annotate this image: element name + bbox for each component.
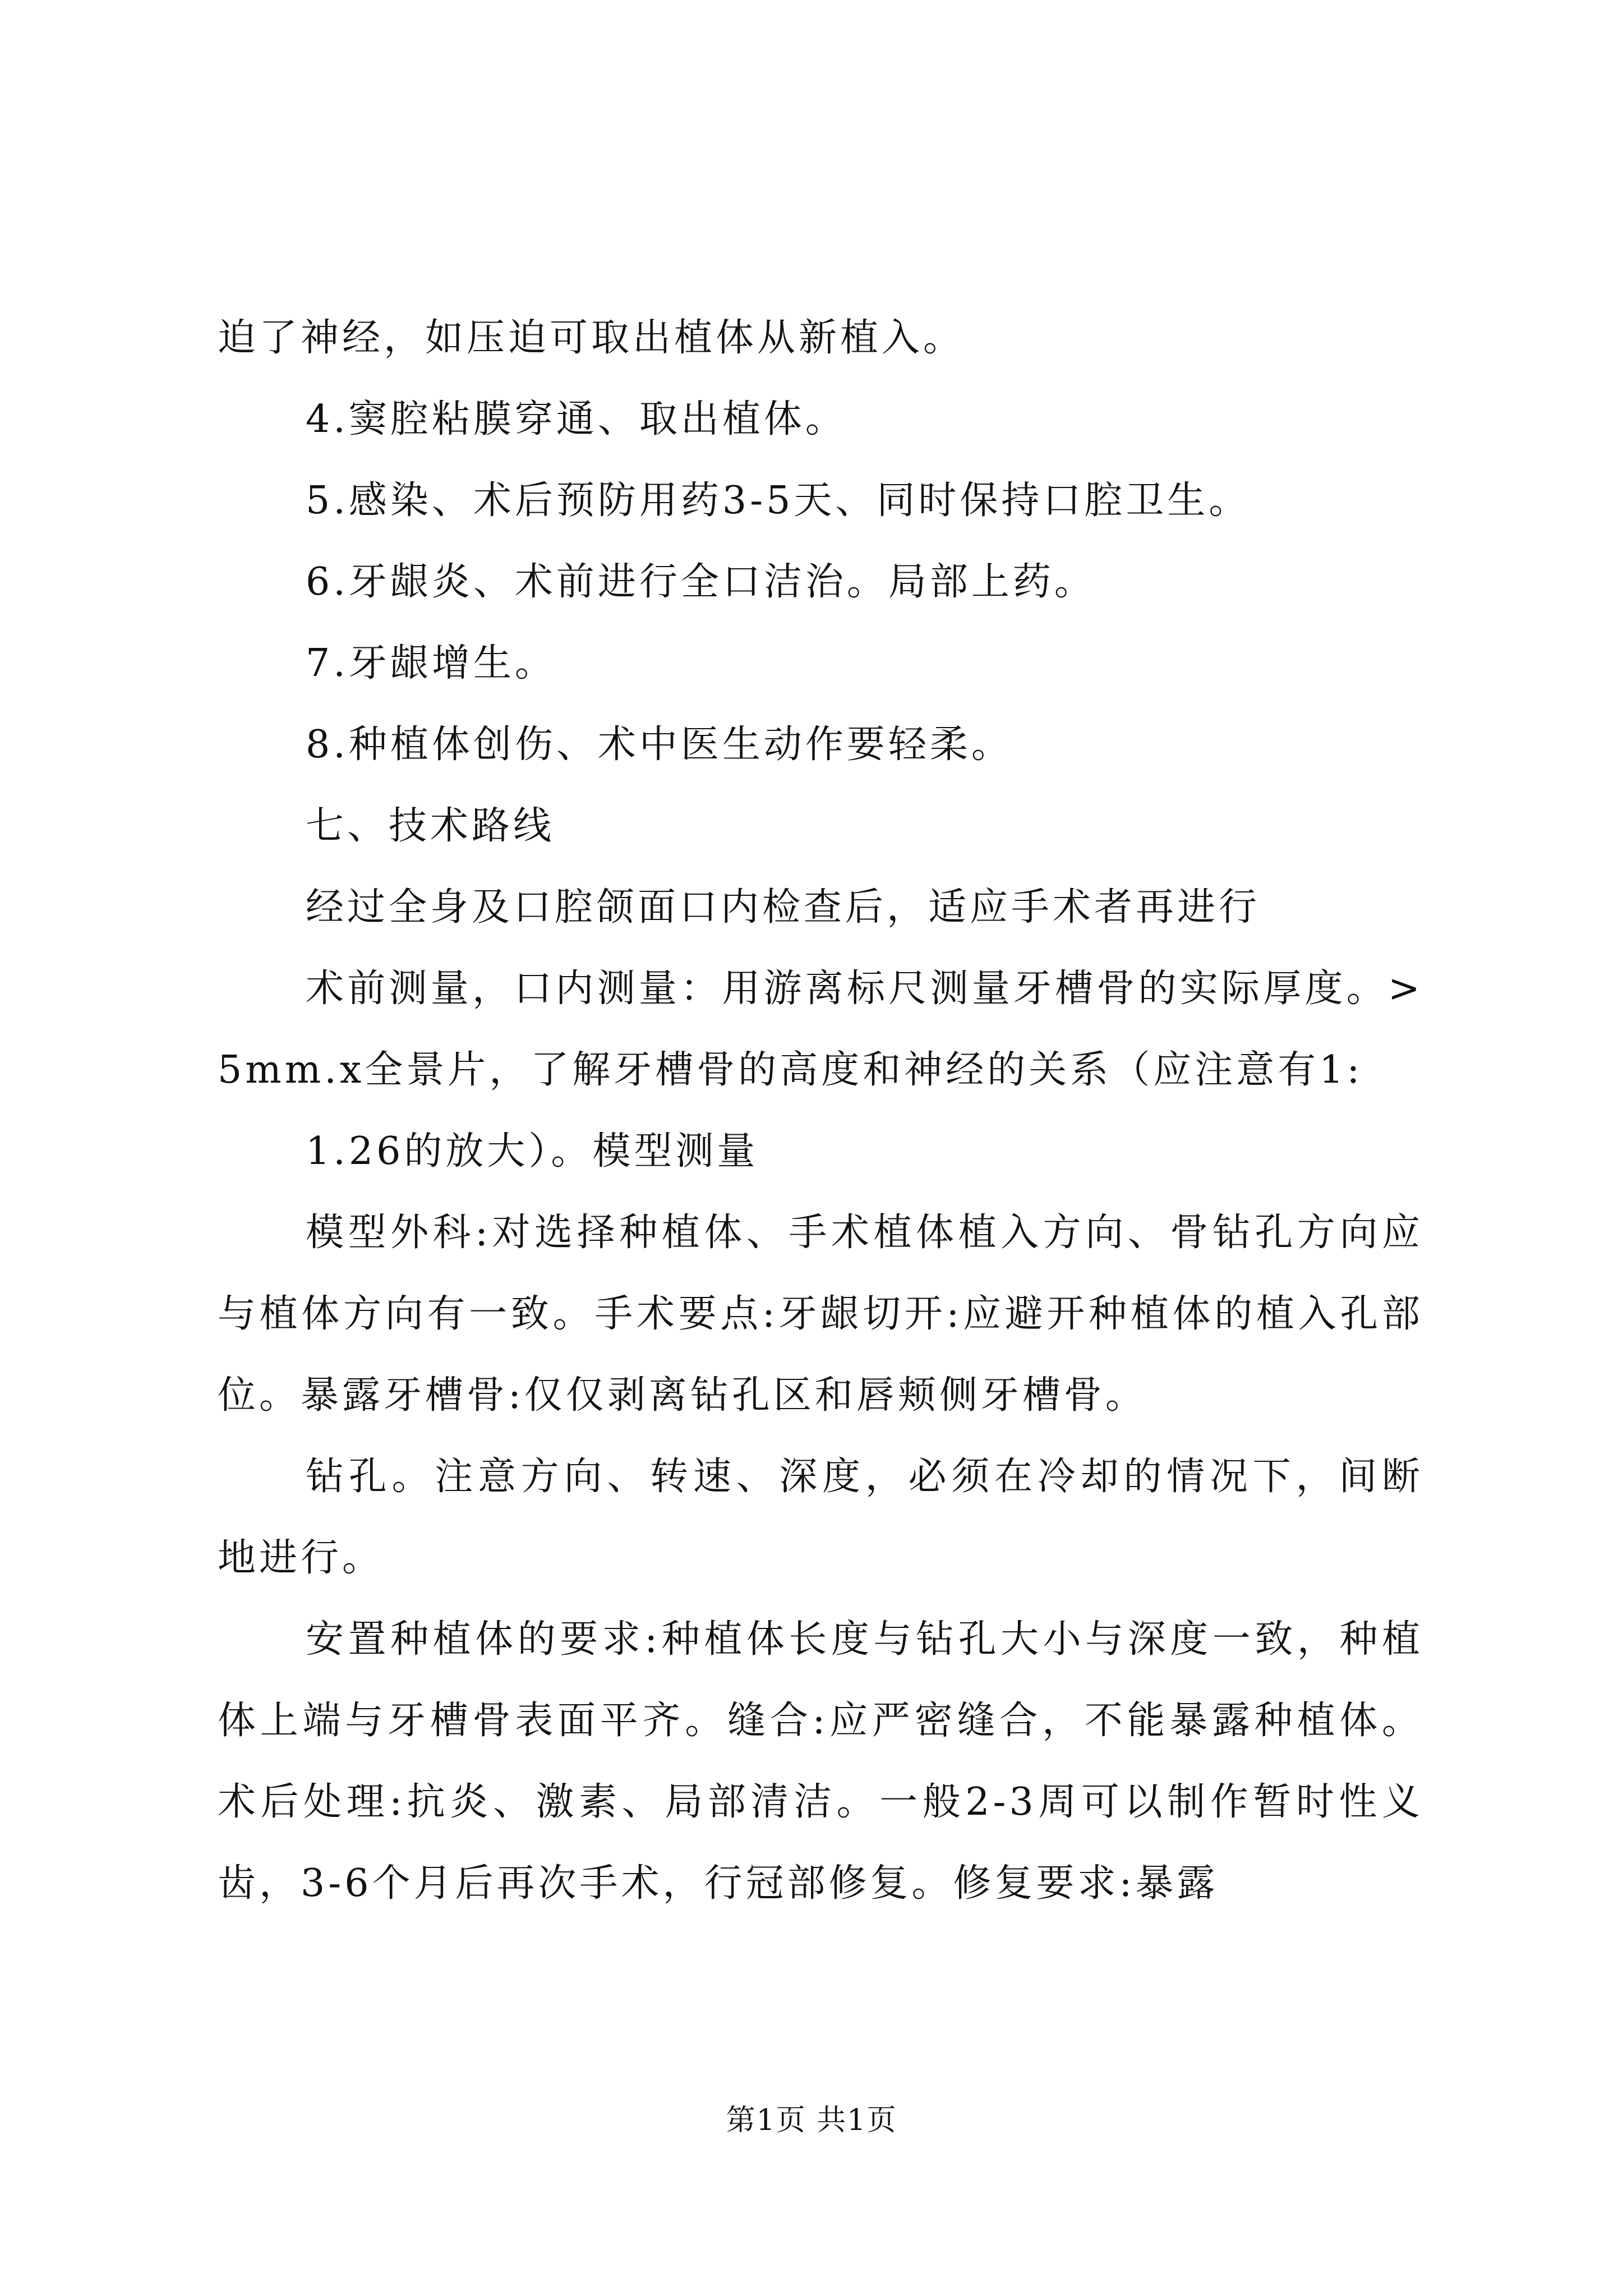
paragraph-3: 5.感染、术后预防用药3-5天、同时保持口腔卫生。	[306, 478, 1251, 523]
paragraph-5: 7.牙龈增生。	[306, 641, 556, 685]
paragraph-6: 8.种植体创伤、术中医生动作要轻柔。	[306, 723, 1013, 767]
paragraph-4: 6.牙龈炎、术前进行全口洁治。局部上药。	[306, 560, 1096, 604]
document-body	[218, 297, 1423, 1924]
paragraph-13: 安置种植体的要求:种植体长度与钻孔大小与深度一致，种植体上端与牙槽骨表面平齐。缝合:应严密缝合，不能暴露种植体。术后处理:抗炎、激素、局部清洁。一般2-3周可以制作暂时性义齿，3-6个月后再次手术，行冠部修复。修复要求:暴露	[218, 1617, 1423, 1906]
page-number-footer: 第1页 共1页	[726, 2104, 897, 2137]
paragraph-2: 4.窦腔粘膜穿通、取出植体。	[306, 397, 847, 441]
paragraph-10: 1.26的放大）。模型测量	[306, 1129, 759, 1174]
paragraph-12: 钻孔。注意方向、转速、深度，必须在冷却的情况下，间断地进行。	[218, 1455, 1423, 1580]
paragraph-9: 术前测量，口内测量：用游离标尺测量牙槽骨的实际厚度。>5mm.x全景片，了解牙槽骨的高度和神经的关系（应注意有1:	[218, 967, 1423, 1092]
paragraph-8: 经过全身及口腔颌面口内检查后，适应手术者再进行	[306, 885, 1261, 930]
paragraph-1: 迫了神经，如压迫可取出植体从新植入。	[218, 316, 965, 360]
section-heading: 七、技术路线	[306, 804, 555, 848]
paragraph-11: 模型外科:对选择种植体、手术植体植入方向、骨钻孔方向应与植体方向有一致。手术要点:牙龈切开:应避开种植体的植入孔部位。暴露牙槽骨:仅仅剥离钻孔区和唇颊侧牙槽骨。	[218, 1211, 1423, 1418]
